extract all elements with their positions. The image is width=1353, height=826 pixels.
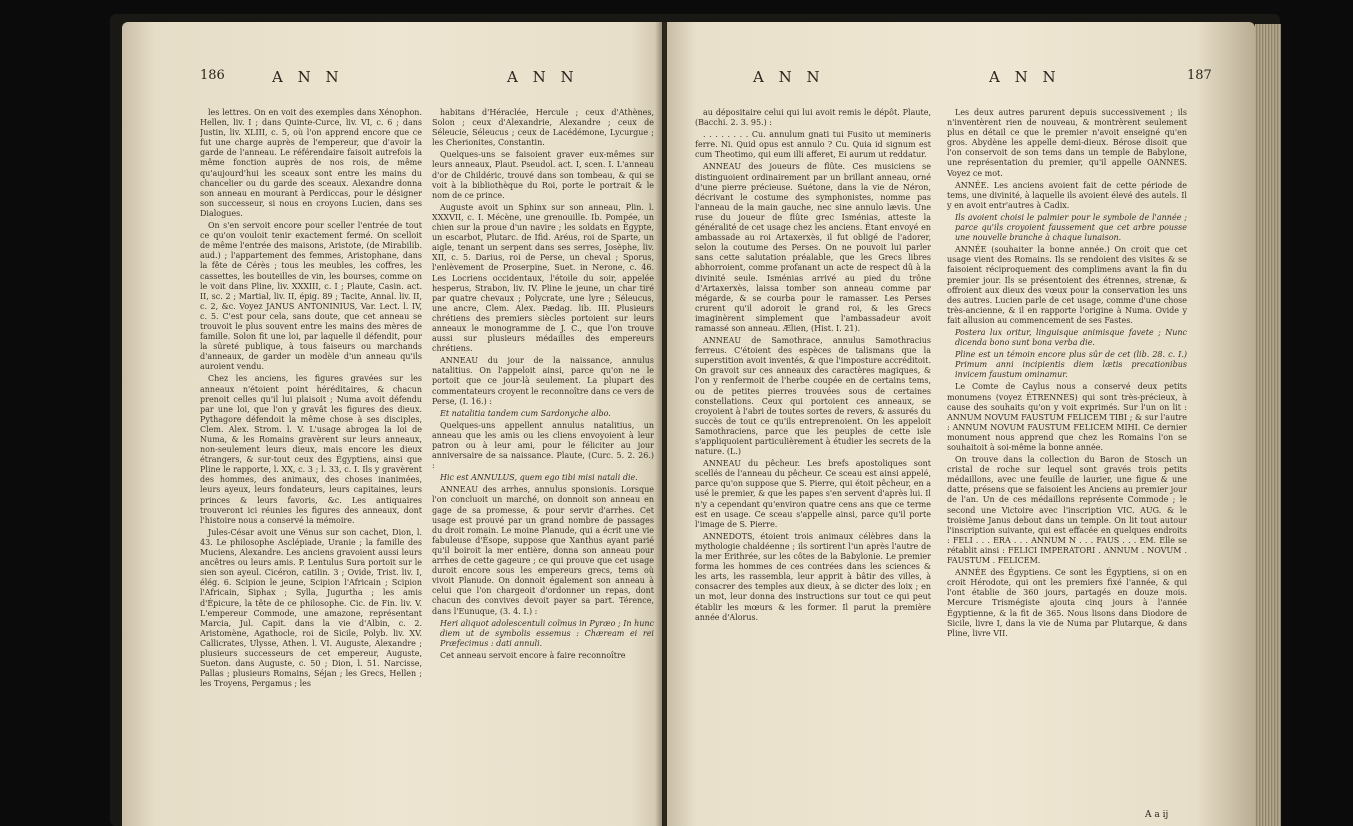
paragraph: Quelques-uns se faisoient graver eux-mêmes sur leurs anneaux, Plaut. Pseudol. act. I, scen. I. L'anneau d'or de Childéric, trouvé dans son tombeau, & qui se voit à la bibliothèque du Roi, porte le portrait & le nom de ce prince. — [432, 150, 654, 200]
signature-mark: A a ij — [1145, 810, 1169, 820]
paragraph: Les deux autres parurent depuis successivement ; ils n'inventèrent rien de nouveau, & montrèrent seulement plus en détail ce que le premier n'avoit enseigné qu'en gros. Abydène les appelle demi-dieux. Bérose disoit que l'on conservoit de son tems dans un temple de Babylone, une représentation du premier, qu'il appelle OANNES. Voyez ce mot. — [947, 108, 1187, 178]
paragraph: ANNÉE des Égyptiens. Ce sont les Égyptiens, si on en croit Hérodote, qui ont les premiers fixé l'année, & qui l'ont établie de 360 jours, partagés en douze mois. Mercure Trismégiste ajouta cinq jours à l'année Égyptienne, & la fit de 365. Nous lisons dans Diodore de Sicile, livre I, dans la vie de Numa par Plutarque, & dans Pline, livre VII. — [947, 568, 1187, 638]
paragraph: Cet anneau servoit encore à faire reconnoître — [440, 650, 626, 660]
paragraph: On s'en servoit encore pour sceller l'entrée de tout ce qu'on vouloit tenir exactement fermé. On scelloit de même l'entrée des maisons, Aristote, (de Mirabilib. aud.) ; l'appartement des femmes, Aristophane, dans la fête de Cérès ; tous les meubles, les coffres, les cassettes, les bouteilles de vin, les bourses, comme on le voit dans Pline, liv. XXXIII, c. I ; Plaute, Casin. act. II, sc. 2 ; Martial, liv. II, épig. 89 ; Tacite, Annal. liv. II, c. 2, &c. Voyez JANUS ANTONINIUS, Var. Lect. l. IV, c. 5. C'est pour cela, sans doute, que cet anneau se trouvoit le plus souvent entre les mains des mères de famille. Solon fit une loi, par laquelle il défendit, pour la sûreté publique, à tous faiseurs ou marchands d'anneaux, de garder un modèle d'un anneau qu'ils auroient vendu. — [200, 221, 422, 372]
running-head-left-2: A N N — [507, 68, 579, 86]
paragraph: ANNÉE (souhaiter la bonne année.) On croit que cet usage vient des Romains. Ils se rendoient des visites & se faisoient réciproquement des complimens avant la fin du premier jour. Ils se présentoient des étrennes, strenæ, & offroient aux dieux des vœux pour la conservation les uns des autres. Lucien parle de cet usage, comme d'une chose très-ancienne, & il en rapporte l'origine à Numa. Ovide y fait allusion au commencement de ses Fastes. — [947, 245, 1187, 325]
page-fore-edge — [1255, 24, 1281, 826]
paragraph: Jules-César avoit une Vénus sur son cachet, Dion, l. 43. Le philosophe Asclépiade, Uranie ; la famille des Muciens, Alexandre. Les anciens gravoient aussi leurs ancêtres ou leurs amis. P. Lentulus Sura portoit sur le sien son ayeul. Cicéron, catilin. 3 ; Ovide, Trist. liv. I, élég. 6. Scipion le jeune, Scipion l'Africain ; Scipion l'Africain, Siphax ; Sylla, Jugurtha ; les amis d'Épicure, la tête de ce philosophe. Cic. de Fin. liv. V. L'empereur Commode, une amazone, représentant Marcia, Jul. Capit. dans la vie d'Albin, c. 2. Aristomène, Agathocle, roi de Sicile, Polyb. liv. XV. Callicrates, Ulysse, Athen. l. VI. Auguste, Alexandre ; plusieurs successeurs de cet empereur, Auguste, Sueton. dans Auguste, c. 50 ; Dion, l. 51. Narcisse, Pallas ; plusieurs Romains, Séjan ; les Grecs, Hellen ; les Troyens, Pergamus ; les — [200, 527, 422, 689]
paragraph: Hic est ANNULUS, quem ego tibi misi natali die. — [440, 473, 638, 483]
paragraph: Quelques-uns appellent annulus natalitius, un anneau que les amis ou les cliens envoyoient à leur patron ou à leur ami, pour le féliciter au jour anniversaire de sa naissance. Plaute, (Curc. 5. 2. 26.) : — [432, 420, 654, 471]
paragraph: ANNEAU du pêcheur. Les brefs apostoliques sont scellés de l'anneau du pêcheur. Ce sceau est ainsi appelé, parce qu'on suppose que S. Pierre, qui étoit pêcheur, en a usé le premier, & que les papes s'en servent d'après lui. Il n'y a cependant qu'environ quatre cens ans que ce terme est en usage. Ce sceau s'appelle ainsi, parce qu'il porte l'image de S. Pierre. — [695, 459, 931, 529]
paragraph: ANNEAU de Samothrace, annulus Samothracius ferreus. C'étoient des espèces de talismans que la superstition avoit inventés, & que l'imposture accréditoit. On gravoit sur ces anneaux des caractères magiques, & l'on y renfermoit de l'herbe coupée en de certains tems, ou de petites pierres trouvées sous de certaines constellations. Ceux qui portoient ces anneaux, se croyoient à l'abri de toutes sortes de revers, & assurés du succès de tout ce qu'ils entreprenoient. On les appeloit Samothraciens, parce que les peuples de cette isle s'appliquoient particulièrement à étudier les secrets de la nature. (L.) — [695, 336, 931, 457]
paragraph: Chez les anciens, les figures gravées sur les anneaux n'étoient point héréditaires, & chacun prenoit celles qu'il lui plaisoit ; Numa avoit défendu par une loi, que l'on y gravât les figures des dieux. Pythagore défendoit la même chose à ses disciples, Clem. Alex. Strom. l. V. L'usage abrogea la loi de Numa, & les Romains gravèrent sur leurs anneaux, non-seulement leurs dieux, mais encore les dieux étrangers, & sur-tout ceux des Égyptiens, ainsi que Pline le rapporte, l. XX, c. 3 ; l. 33, c. I. Ils y gravèrent des hommes, des animaux, des choses inanimées, leurs ayeux, leurs fondateurs, leurs capitaines, leurs princes & leurs favoris, &c. Les antiquaires trouveront ici réunies les figures des anneaux, dont l'histoire nous a conservé la mémoire. — [200, 374, 422, 525]
paragraph: On trouve dans la collection du Baron de Stosch un cristal de roche sur lequel sont gravés trois petits médaillons, avec une feuille de laurier, une figue & une datte, présens que se faisoient les Anciens au premier jour de l'an. Un de ces médaillons représente Commode ; le second une Victoire avec l'inscription VIC. AUG. & le troisième Janus debout dans un temple. On lit tout autour l'inscription suivante, qui est effacée en quelques endroits : FELI . . . ERA . . . ANNUM N . . . FAUS . . . EM. Elle se rétablit ainsi : FELICI IMPERATORI . ANNUM . NOVUM . FAUSTUM . FELICEM. — [947, 455, 1187, 566]
paragraph: Heri aliquot adolescentuli coïmus in Pyræo ; In hunc diem ut de symbolis essemus : Chæream ei rei Præfecimus : dati annuli. — [440, 618, 654, 648]
page-number-right: 187 — [1187, 68, 1212, 83]
paragraph: les lettres. On en voit des exemples dans Xénophon. Hellen, liv. I ; dans Quinte-Curce, liv. VI, c. 6 ; dans Justin, liv. XLIII, c. 5, où l'on apprend encore que ce fut une charge auprès de l'empereur, que d'avoir la garde de l'anneau. Le référendaire faisoit autrefois la même fonction auprès de nos rois, de même qu'aujourd'hui les sceaux sont entre les mains du chancelier ou du garde des sceaux. Alexandre donna son anneau en mourant à Perdiccas, pour le désigner son successeur, si nous en croyons Lucien, dans ses Dialogues. — [200, 108, 422, 218]
text-column-right-1 — [695, 108, 931, 826]
running-head-right-2: A N N — [989, 68, 1061, 86]
paragraph: Postera lux oritur, linguisque animisque favete ; Nunc dicenda bono sunt bona verba die. — [955, 327, 1187, 348]
right-page — [667, 22, 1255, 826]
paragraph: ANNEAU des joueurs de flûte. Ces musiciens se distinguoient ordinairement par un brillant anneau, orné d'une pierre précieuse. Suétone, dans la vie de Néron, décrivant le costume des symphonistes, nomme pas l'anneau de la main gauche, nec sine annulo lævis. Une ruse du joueur de flûte grec Isménias, atteste la généralité de cet usage chez les anciens. Étant envoyé en ambassade au roi Artaxerxès, il fut obligé de l'adorer, selon la coutume des Perses. On ne pouvoit lui parler sans cette salutation préalable, que les Grecs libres abhorroient, comme profanant un acte de respect dû à la divinité seule. Isménias arrivé au pied du trône d'Artaxerxès, laissa tomber son anneau comme par mégarde, & se courba pour le ramasser. Les Perses crurent qu'il adoroit le grand roi, & les Grecs imaginèrent simplement que l'ambassadeur avoit ramassé son anneau. Ælien, (Hist. I. 21). — [695, 162, 931, 333]
text-column-left-2 — [432, 108, 654, 826]
paragraph: Ils avoient choisi le palmier pour le symbole de l'année ; parce qu'ils croyoient faussement que cet arbre pousse une nouvelle branche à chaque lunaison. — [955, 212, 1187, 243]
paragraph: Et natalitia tandem cum Sardonyche albo. — [440, 408, 611, 418]
paragraph: Auguste avoit un Sphinx sur son anneau, Plin. l. XXXVII, c. I. Mécène, une grenouille. Ib. Pompée, un chien sur la proue d'un navire ; les soldats en Égypte, un escarbot, Plutarc. de Ifid. Aréus, roi de Sparte, un aigle, tenant un serpent dans ses serres, Josèphe, liv. XII, c. 5. Darius, roi de Perse, un cheval ; Sporus, l'enlèvement de Proserpine, Suet. in Nerone, c. 46. Les Locriens occidentaux, l'étoile du soir, appelée hesperus, Strabon, liv. IV. Pline le jeune, un char tiré par quatre chevaux ; Polycrate, une lyre ; Séleucus, une ancre, Clem. Alex. Pædag. lib. III. Plusieurs chrétiens des premiers siècles portoient sur leurs anneaux le monogramme de J. C., que l'on trouve aussi sur plusieurs médailles des empereurs chrétiens. — [432, 202, 654, 354]
paragraph: habitans d'Héraclée, Hercule ; ceux d'Athènes, Solon ; ceux d'Alexandrie, Alexandre ; ceux de Séleucie, Séleucus ; ceux de Lacédémone, Lycurgue ; les Cherionites, Constantin. — [432, 108, 654, 148]
paragraph: ANNEDOTS, étoient trois animaux célèbres dans la mythologie chaldéenne ; ils sortirent l'un après l'autre de la mer Érithrée, sur les côtes de la Babylonie. Le premier forma les hommes de ces contrées dans les sciences & les arts, les rassembla, leur apprit à bâtir des villes, à consacrer des temples aux dieux, à se dicter des loix ; en un mot, leur donna des instructions sur tout ce qui peut établir les mœurs & les former. Il parut la première année d'Alorus. — [695, 531, 931, 622]
page-number-left: 186 — [200, 68, 225, 83]
paragraph: ANNÉE. Les anciens avoient fait de cette période de tems, une divinité, à laquelle ils avoient élevé des autels. Il y en avoit entr'autres à Cadix. — [947, 180, 1187, 210]
left-page — [122, 22, 662, 826]
text-column-left-1 — [200, 108, 422, 826]
paragraph: ANNEAU des arrhes, annulus sponsionis. Lorsque l'on concluoit un marché, on donnoit son anneau en gage de sa promesse, & pour servir d'arrhes. Cet usage est prouvé par un grand nombre de passages du droit romain. Le moine Planude, qui a écrit une vie fabuleuse d'Ésope, suppose que Xanthus ayant parié qu'il boiroit la mer entière, donna son anneau pour arrhes de cette gageure ; ce qui prouve que cet usage duroit encore sous les empereurs grecs, tems où vivoit Planude. On donnoit également son anneau à celui que l'on chargeoit d'ordonner un repas, dont chacun des convives devoit payer sa part. Térence, dans l'Eunuque, (3. 4. I.) : — [432, 485, 654, 616]
paragraph: . . . . . . . . Cu. annulum gnati tui Fusito ut memineris ferre. Ni. Quid opus est annulo ? Cu. Quia id signum est cum Theotimo, qui eum illi afferet, Ei aurum ut reddatur. — [695, 130, 931, 160]
running-head-right-1: A N N — [753, 68, 825, 86]
paragraph: Pline est un témoin encore plus sûr de cet (lib. 28. c. I.) Primum anni incipientis diem lætis precationibus invicem faustum ominamur. — [955, 350, 1187, 380]
paragraph: au dépositaire celui qui lui avoit remis le dépôt. Plaute, (Bacchi. 2. 3. 95.) : — [695, 108, 931, 128]
paragraph: Le Comte de Caylus nous a conservé deux petits monumens (voyez ÉTRENNES) qui sont très-précieux, à cause des souhaits qu'on y voit exprimés. Sur l'un on lit : ANNUM NOVUM FAUSTUM FELICEM TIBI ; & sur l'autre : ANNUM NOVUM FAUSTUM FELICEM MIHI. Ce dernier monument nous apprend que chez les Romains l'on se souhaitoit à soi-même la bonne année. — [947, 382, 1187, 452]
paragraph: ANNEAU du jour de la naissance, annulus natalitius. On l'appeloit ainsi, parce qu'on ne le portoit que ce jour-là seulement. La plupart des commentateurs croyent le reconnoître dans ce vers de Perse, (I. 16.) : — [432, 356, 654, 406]
text-column-right-2 — [947, 108, 1187, 826]
running-head-left-1: A N N — [272, 68, 344, 86]
